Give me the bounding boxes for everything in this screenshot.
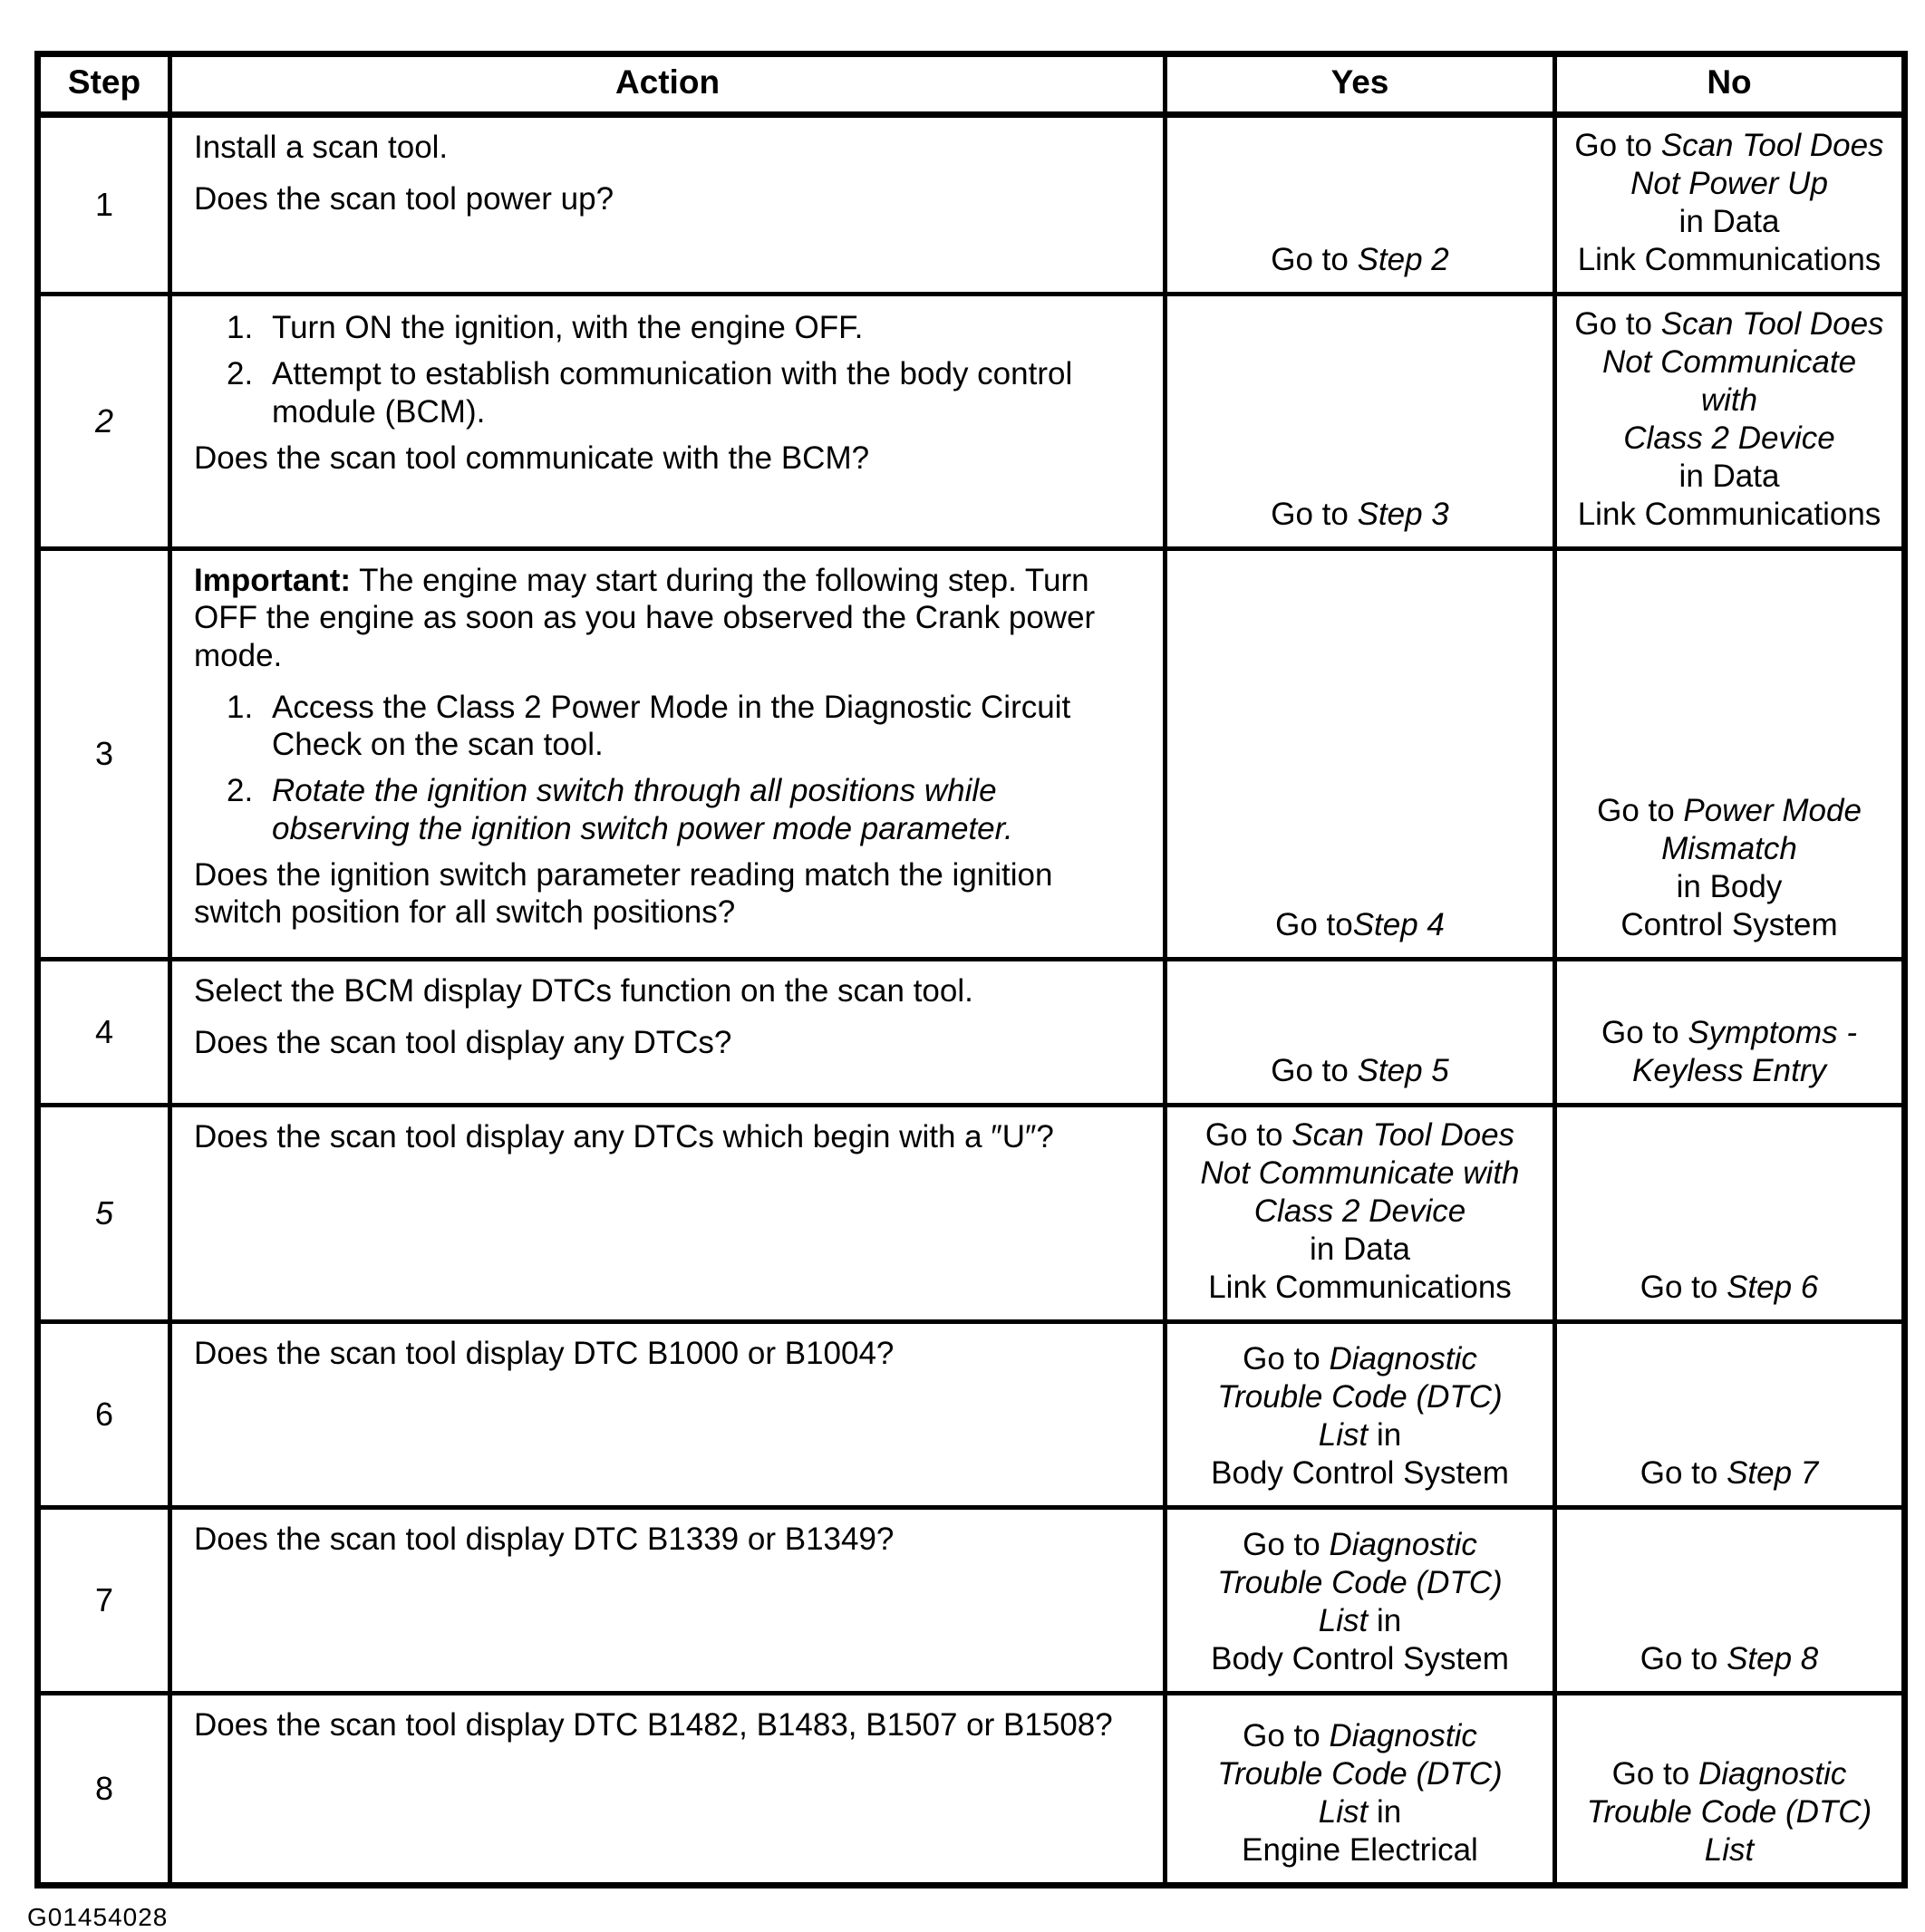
- yes-cell: [1166, 1694, 1555, 1886]
- yes-cell-line: Go to Diagnostic: [1243, 1718, 1477, 1753]
- yes-cell: [1166, 1106, 1555, 1322]
- list-item-text: Turn ON the ignition, with the engine OFF.: [272, 310, 864, 345]
- step-cell: 4: [38, 960, 170, 1106]
- no-cell-line: in Data: [1678, 204, 1780, 239]
- list-item-text: Access the Class 2 Power Mode in the Diagnostic Circuit Check on the scan tool.: [272, 689, 1071, 763]
- yes-cell-line: Engine Electrical: [1242, 1832, 1478, 1868]
- step-cell: 8: [38, 1694, 170, 1886]
- action-paragraph: Does the scan tool display any DTCs which begin with a ″U″?: [194, 1119, 1054, 1154]
- action-list-item: [227, 689, 1143, 764]
- action-cell: [170, 1322, 1166, 1508]
- yes-cell-line: in Data: [1310, 1232, 1410, 1267]
- yes-cell-line: Go to Step 5: [1271, 1053, 1449, 1088]
- no-cell-line: Link Communications: [1577, 242, 1881, 277]
- yes-cell-line: Go to Step 3: [1271, 497, 1449, 532]
- no-cell: [1555, 549, 1905, 960]
- no-cell: [1555, 1508, 1905, 1694]
- no-cell-line: Go to Scan Tool Does: [1574, 128, 1884, 163]
- no-cell-line: Go to Power Mode: [1597, 793, 1862, 828]
- action-paragraph: Select the BCM display DTCs function on the scan tool.: [194, 973, 973, 1009]
- action-paragraph: Does the ignition switch parameter reading match the ignition switch position for all switch positions?: [194, 857, 1053, 931]
- no-cell: [1555, 1322, 1905, 1508]
- step-cell: 2: [38, 295, 170, 549]
- action-list-item: [227, 309, 1143, 346]
- table-row: [38, 1322, 1905, 1508]
- no-cell: [1555, 1694, 1905, 1886]
- header-no: No: [1555, 54, 1905, 115]
- yes-cell-line: Go to Scan Tool Does: [1204, 1117, 1515, 1153]
- table-row: [38, 295, 1905, 549]
- list-item-text: Attempt to establish communication with the body control module (BCM).: [272, 356, 1073, 430]
- action-numbered-list: [227, 309, 1143, 430]
- action-cell: [170, 1508, 1166, 1694]
- yes-cell-line: List in: [1318, 1794, 1402, 1830]
- no-cell-line: Go to Symptoms -: [1601, 1015, 1858, 1050]
- yes-cell: [1166, 295, 1555, 549]
- no-cell: [1555, 960, 1905, 1106]
- header-step: Step: [38, 54, 170, 115]
- header-action: Action: [170, 54, 1166, 115]
- no-cell: [1555, 295, 1905, 549]
- yes-cell-line: Class 2 Device: [1253, 1193, 1466, 1229]
- no-cell-line: Go to Diagnostic: [1611, 1756, 1847, 1792]
- yes-cell-line: List in: [1318, 1603, 1402, 1638]
- action-list-item: [227, 355, 1143, 430]
- no-cell-line: Not Communicate with: [1601, 344, 1857, 418]
- action-cell: [170, 549, 1166, 960]
- table-row: [38, 1694, 1905, 1886]
- yes-cell: [1166, 1508, 1555, 1694]
- diagnostic-procedure-page: [0, 51, 1925, 1932]
- yes-cell-line: List in: [1318, 1417, 1402, 1453]
- action-cell: [170, 295, 1166, 549]
- list-item-number: 2.: [227, 356, 254, 392]
- table-row: [38, 1508, 1905, 1694]
- diagnostic-table: [34, 51, 1908, 1889]
- no-cell-line: List: [1704, 1832, 1755, 1868]
- action-cell: [170, 1106, 1166, 1322]
- yes-cell-line: Go to Step 2: [1271, 242, 1449, 277]
- action-paragraph: Important: The engine may start during the following step. Turn OFF the engine as soon as you have observed the Crank power mode.: [194, 563, 1096, 673]
- no-cell-line: Go to Step 7: [1640, 1455, 1819, 1491]
- action-list-item: [227, 772, 1143, 847]
- list-item-number: 1.: [227, 310, 254, 345]
- no-cell-line: Link Communications: [1577, 497, 1881, 532]
- yes-cell-line: Body Control System: [1211, 1641, 1509, 1676]
- no-cell-line: Go to Step 8: [1640, 1641, 1819, 1676]
- no-cell-line: Keyless Entry: [1632, 1053, 1826, 1088]
- action-paragraph: Does the scan tool power up?: [194, 181, 614, 217]
- action-cell: [170, 1694, 1166, 1886]
- action-numbered-list: [227, 689, 1143, 847]
- action-paragraph: Does the scan tool communicate with the BCM?: [194, 440, 870, 476]
- no-cell-line: Mismatch: [1661, 831, 1797, 866]
- list-item-text: Rotate the ignition switch through all positions while observing the ignition switch power mode parameter.: [272, 773, 1013, 846]
- step-cell: 7: [38, 1508, 170, 1694]
- yes-cell: [1166, 549, 1555, 960]
- step-cell: 5: [38, 1106, 170, 1322]
- table-row: [38, 1106, 1905, 1322]
- yes-cell-line: Trouble Code (DTC): [1217, 1756, 1503, 1792]
- header-yes: Yes: [1166, 54, 1555, 115]
- no-cell-line: Control System: [1620, 907, 1838, 942]
- list-item-number: 1.: [227, 689, 254, 725]
- no-cell-line: Class 2 Device: [1623, 420, 1835, 456]
- step-cell: 3: [38, 549, 170, 960]
- no-cell-line: in Body: [1676, 869, 1783, 904]
- figure-id: G01454028: [27, 1903, 169, 1931]
- action-paragraph: Install a scan tool.: [194, 130, 449, 165]
- action-cell: [170, 960, 1166, 1106]
- action-cell: [170, 115, 1166, 295]
- no-cell-line: Go to Step 6: [1640, 1270, 1819, 1305]
- header-row: [38, 54, 1905, 115]
- no-cell-line: Trouble Code (DTC): [1586, 1794, 1872, 1830]
- step-cell: 1: [38, 115, 170, 295]
- no-cell-line: Go to Scan Tool Does: [1574, 306, 1884, 342]
- action-paragraph: Does the scan tool display DTC B1000 or B1004?: [194, 1336, 895, 1371]
- no-cell-line: Not Power Up: [1630, 166, 1828, 201]
- yes-cell: [1166, 1322, 1555, 1508]
- table-row: [38, 960, 1905, 1106]
- yes-cell-line: Not Communicate with: [1200, 1155, 1520, 1191]
- table-row: [38, 115, 1905, 295]
- step-cell: 6: [38, 1322, 170, 1508]
- yes-cell-line: Body Control System: [1211, 1455, 1509, 1491]
- yes-cell-line: Link Communications: [1208, 1270, 1512, 1305]
- yes-cell-line: Go toStep 4: [1275, 907, 1445, 942]
- yes-cell-line: Trouble Code (DTC): [1217, 1565, 1503, 1600]
- yes-cell: [1166, 960, 1555, 1106]
- yes-cell-line: Go to Diagnostic: [1243, 1341, 1477, 1377]
- yes-cell-line: Trouble Code (DTC): [1217, 1379, 1503, 1415]
- list-item-number: 2.: [227, 773, 254, 809]
- yes-cell-line: Go to Diagnostic: [1243, 1527, 1477, 1562]
- no-cell: [1555, 115, 1905, 295]
- action-paragraph: Does the scan tool display DTC B1339 or B1349?: [194, 1521, 895, 1557]
- action-paragraph: Does the scan tool display any DTCs?: [194, 1025, 732, 1061]
- no-cell-line: in Data: [1678, 459, 1780, 494]
- no-cell: [1555, 1106, 1905, 1322]
- yes-cell: [1166, 115, 1555, 295]
- action-paragraph: Does the scan tool display DTC B1482, B1483, B1507 or B1508?: [194, 1707, 1113, 1743]
- table-row: [38, 549, 1905, 960]
